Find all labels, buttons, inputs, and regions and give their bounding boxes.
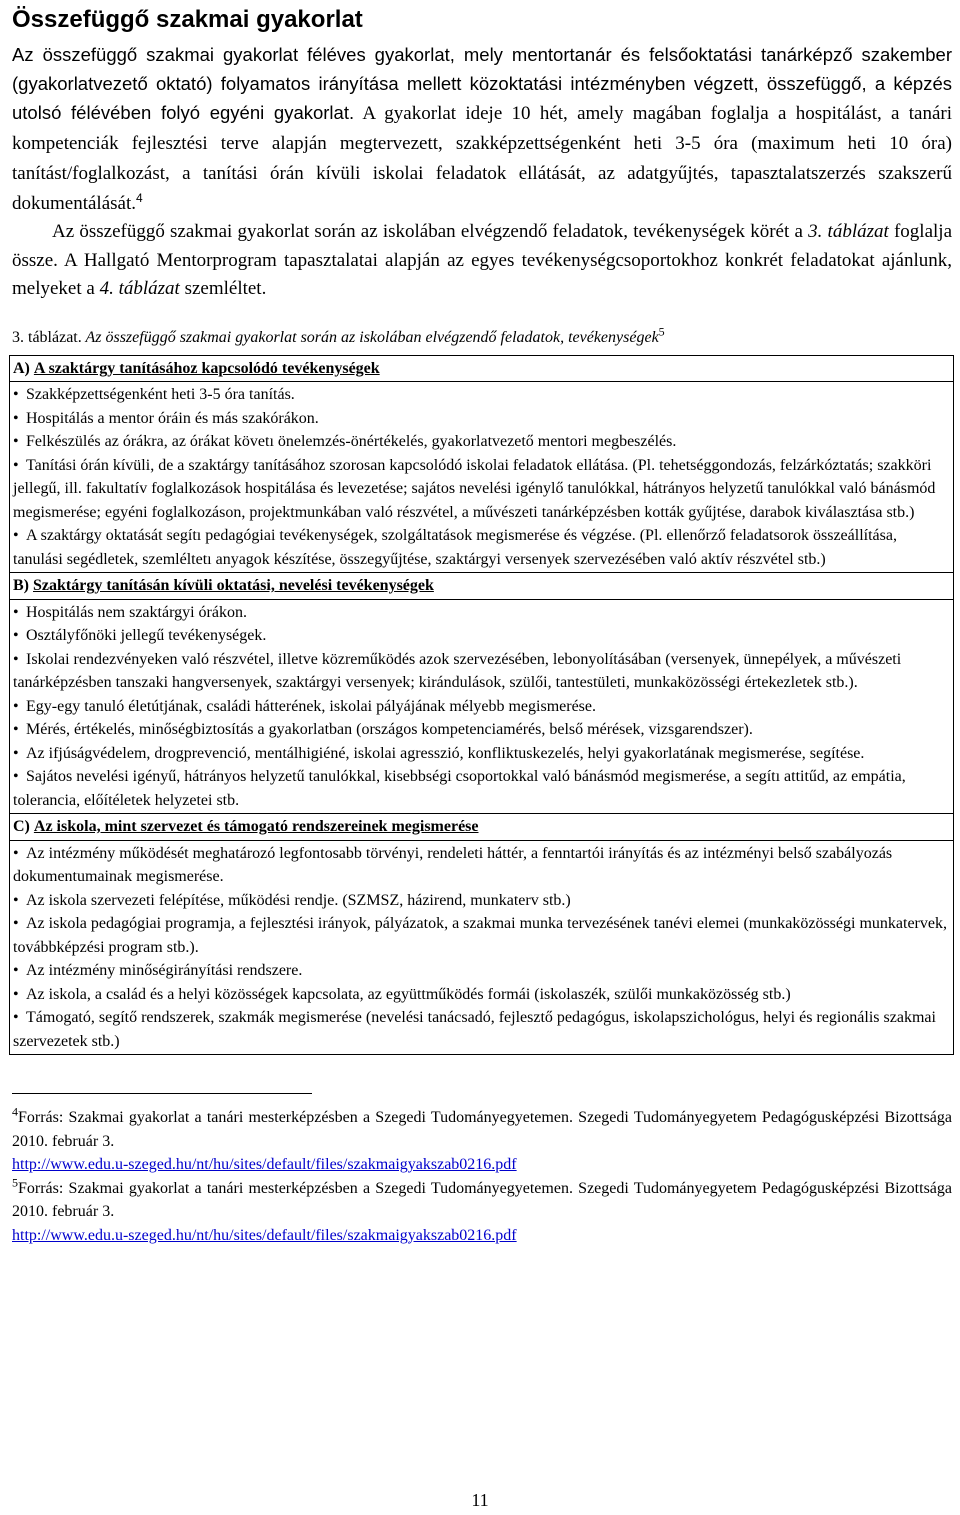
list-item-text: Hospitálás nem szaktárgyi órákon. — [26, 603, 247, 621]
footnote-link[interactable]: http://www.edu.u-szeged.hu/nt/hu/sites/default/files/szakmaigyakszab0216.pdf — [12, 1226, 517, 1244]
table-ref-4: 4. táblázat — [99, 278, 180, 299]
list-item — [13, 430, 950, 454]
list-item-text: Osztályfőnöki jellegű tevékenységek. — [26, 627, 267, 644]
caption-text: Az összefüggő szakmai gyakorlat során az iskolában elvégzendő feladatok, tevékenységek — [81, 328, 659, 346]
section-title — [10, 355, 954, 382]
section-body — [10, 840, 954, 1055]
intro-text-p2a: Az összefüggő szakmai gyakorlat során az iskolában elvégzendő feladatok, tevékenységek körét a — [52, 221, 809, 242]
list-item-text: Szakképzettségenként heti 3-5 óra tanítás. — [26, 386, 295, 403]
bullet-icon: • — [13, 1009, 19, 1026]
bullet-icon: • — [13, 456, 19, 474]
section-body — [10, 382, 954, 573]
section-header-row — [10, 355, 954, 382]
list-item — [13, 407, 950, 431]
section-body-row — [10, 840, 954, 1055]
bullet-icon: • — [13, 527, 19, 544]
footnote — [12, 1106, 952, 1177]
list-item — [13, 765, 950, 812]
bullet-icon: • — [13, 627, 19, 644]
list-item-text: Sajátos nevelési igényű, hátrányos helyzetű tanulókkal, kisebbségi csoportokkal való bánásmód megismerése, a segítı attitűd, az empátia, tolerancia, előítéletek helyzetei stb. — [13, 768, 906, 809]
list-item-text: Tanítási órán kívüli, de a szaktárgy tanításához szorosan kapcsolódó iskolai feladatok ellátása. (Pl. tehetséggondozás, felzárkóztatás; szakköri jellegű, ill. fakultatív foglalkozások hospitálása és levezetése; sajátos nevelési igénylő tanulókkal, hátrányos helyzetű tanulókkal való bánásmód megismerése; egyéni foglalkozáson, projektmunkában való részvétel, a művészeti tanárképzésben kották gyűjtése, darabok kiválasztása stb.) — [13, 456, 936, 521]
list-item-text: Hospitálás a mentor óráin és más szakórákon. — [26, 409, 319, 427]
section-header-row — [10, 573, 954, 600]
page-title: Összefüggő szakmai gyakorlat — [12, 6, 363, 33]
bullet-icon: • — [13, 844, 19, 862]
section-title — [10, 573, 954, 600]
intro-text-p2c: szemléltet. — [179, 278, 267, 299]
footnotes — [12, 1106, 952, 1247]
caption-label: 3. táblázat. — [12, 328, 82, 346]
bullet-icon: • — [13, 650, 19, 668]
tasks-table — [9, 355, 954, 1056]
list-item — [13, 912, 950, 959]
list-item — [13, 718, 950, 742]
footnote-ref-4: 4 — [136, 190, 143, 205]
list-item-text: Az iskola szervezeti felépítése, működési rendje. (SZMSZ, házirend, munkaterv stb.) — [26, 891, 571, 909]
list-item — [13, 742, 950, 766]
list-item-text: Felkészülés az órákra, az órákat követı önelemzés-önértékelés, gyakorlatvezető mentori megbeszélés. — [26, 433, 677, 450]
bullet-icon: • — [13, 744, 19, 762]
bullet-icon: • — [13, 891, 19, 909]
section-body-row — [10, 382, 954, 573]
list-item — [13, 648, 950, 695]
section-item-list — [13, 383, 950, 571]
section-prefix: B) — [13, 577, 33, 594]
section-title-text: Az iskola, mint szervezet és támogató rendszereinek megismerése — [33, 818, 479, 835]
document-page — [12, 0, 952, 1247]
footnote-text: Forrás: Szakmai gyakorlat a tanári mesterképzésben a Szegedi Tudományegyetemen. Szegedi Tudományegyetem Pedagógusképzési Bizottsága 2010. február 3. — [12, 1109, 952, 1150]
bullet-icon: • — [13, 985, 19, 1003]
intro-text-b: A gyakorlat ideje 10 hét, amely magában foglalja a hospitálást, a tanári kompetenciák fejlesztési terve alapján megtervezett, szakképzettségenként heti 3-5 óra (maximum heti 10 óra) tanítást/foglalkozást, a tanítási órán kívüli iskolai feladatok ellátását, az adatgyűjtés, tapasztalatszerzés szakszerű dokumentálását. — [12, 103, 952, 214]
list-item — [13, 383, 950, 407]
list-item — [13, 524, 950, 571]
footnote-text: Forrás: Szakmai gyakorlat a tanári mesterképzésben a Szegedi Tudományegyetemen. Szegedi Tudományegyetem Pedagógusképzési Bizottsága 2010. február 3. — [12, 1179, 952, 1220]
bullet-icon: • — [13, 386, 19, 403]
bullet-icon: • — [13, 768, 19, 785]
footnote-number: 5 — [12, 1175, 18, 1190]
table-caption — [12, 324, 952, 348]
section-item-list — [13, 601, 950, 813]
footnote-ref-5: 5 — [658, 324, 665, 339]
footnote-link[interactable]: http://www.edu.u-szeged.hu/nt/hu/sites/default/files/szakmaigyakszab0216.pdf — [12, 1156, 517, 1173]
section-body — [10, 599, 954, 814]
list-item — [13, 983, 950, 1007]
list-item-text: Mérés, értékelés, minőségbiztosítás a gyakorlatban (országos kompetenciamérés, belső mérések, vizsgarendszer). — [26, 721, 753, 738]
section-prefix: A) — [13, 359, 34, 377]
list-item — [13, 695, 950, 719]
section-title — [10, 814, 954, 841]
intro-paragraph-2 — [12, 218, 952, 304]
section-header-row — [10, 814, 954, 841]
bullet-icon: • — [13, 603, 19, 621]
footnote-number: 4 — [12, 1104, 18, 1119]
intro-text-p2b: foglalja össze. A Hallgató Mentorprogram tapasztalatai alapján az egyes tevékenységcsoportokhoz konkrét feladatokat ajánlunk, melyeket a — [12, 221, 953, 299]
list-item-text: Az iskola pedagógiai programja, a fejlesztési irányok, pályázatok, a szakmai munka tervezésének tanévi elemei (munkaközösségi munkatervek, továbbképzési program stb.). — [13, 915, 947, 956]
list-item-text: Egy-egy tanuló életútjának, családi hátterének, iskolai pályájának mélyebb megismerése. — [26, 697, 597, 715]
list-item — [13, 601, 950, 625]
list-item-text: Az ifjúságvédelem, drogprevenció, mentálhigiéné, iskolai agresszió, konfliktuskezelés, helyi gyakorlatának megismerése, segítése. — [26, 744, 865, 762]
table-ref-3: 3. táblázat — [808, 221, 889, 242]
bullet-icon: • — [13, 962, 19, 979]
section-item-list — [13, 842, 950, 1054]
footnote-separator — [12, 1093, 312, 1094]
list-item — [13, 959, 950, 983]
list-item — [13, 1006, 950, 1053]
list-item — [13, 842, 950, 889]
intro-paragraph-1 — [12, 40, 952, 218]
bullet-icon: • — [13, 915, 19, 932]
intro-text-a: Az összefüggő szakmai gyakorlat féléves gyakorlat, mely mentortanár és felsőoktatási tanárképző szakember (gyakorlatvezető oktató) folyamatos irányítása mellett közoktatási intézményben végzett, összefüggő, a képzés utolsó félévében folyó egyéni gyakorlat. — [12, 44, 952, 123]
list-item-text: Az intézmény minőségirányítási rendszere. — [26, 962, 303, 979]
list-item-text: A szaktárgy oktatását segítı pedagógiai tevékenységek, szolgáltatások megismerése és végzése. (Pl. ellenőrző feladatsorok összeállítása, tanulási segédletek, szemléltetı anyagok készítése, összegyűjtése, szaktárgyi versenyek szervezésében való aktív részvétel stb.) — [13, 527, 897, 568]
section-title-text: Szaktárgy tanításán kívüli oktatási, nevelési tevékenységek — [33, 577, 434, 594]
list-item-text: Az iskola, a család és a helyi közösségek kapcsolata, az együttműködés formái (iskolaszék, szülői munkaközösség stb.) — [26, 985, 791, 1003]
list-item-text: Az intézmény működését meghatározó legfontosabb törvényi, rendeleti háttér, a fenntartói irányítás és az intézményi belső szabályozás dokumentumainak megismerése. — [13, 844, 893, 885]
section-body-row — [10, 599, 954, 814]
list-item-text: Támogató, segítő rendszerek, szakmák megismerése (nevelési tanácsadó, fejlesztő pedagógus, iskolapszichológus, helyi és regionális szakmai szervezetek stb.) — [13, 1009, 936, 1050]
list-item — [13, 889, 950, 913]
list-item — [13, 454, 950, 525]
bullet-icon: • — [13, 721, 19, 738]
bullet-icon: • — [13, 697, 19, 715]
list-item — [13, 624, 950, 648]
page-number: 11 — [471, 1490, 489, 1510]
section-title-text: A szaktárgy tanításához kapcsolódó tevékenységek — [33, 359, 380, 377]
list-item-text: Iskolai rendezvényeken való részvétel, illetve közreműködés azok szervezésében, lebonyolításában (versenyek, ünnepélyek, a művészeti tanárképzésben tanszaki hangversenyek, szaktárgyi versenyek; kirándulások, szülői, tantestületi, munkaközösségi értekezletek stb.). — [13, 650, 902, 691]
bullet-icon: • — [13, 409, 19, 427]
bullet-icon: • — [13, 433, 19, 450]
section-prefix: C) — [13, 818, 34, 835]
footnote — [12, 1177, 952, 1248]
